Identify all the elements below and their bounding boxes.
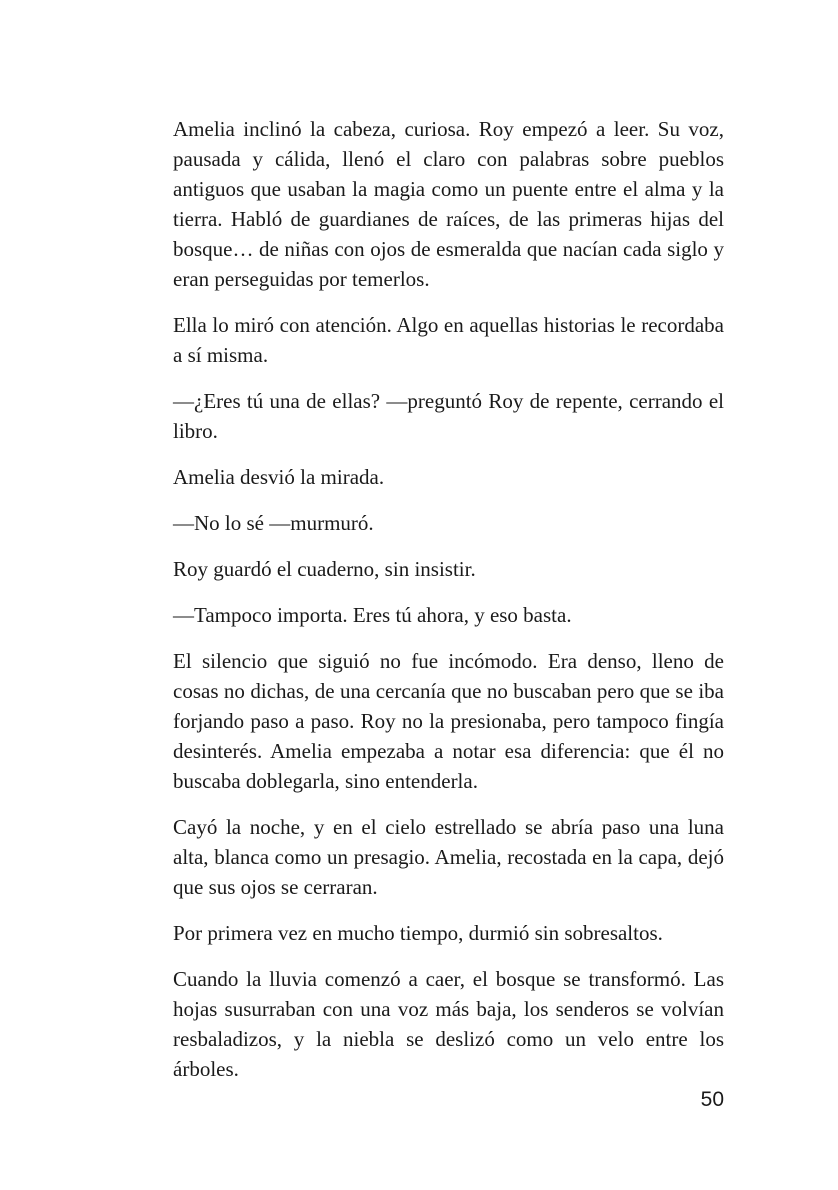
paragraph: Roy guardó el cuaderno, sin insistir. — [173, 557, 476, 581]
paragraph: —Tampoco importa. Eres tú ahora, y eso basta. — [173, 603, 572, 627]
body-text — [173, 114, 724, 1100]
paragraph: —No lo sé —murmuró. — [173, 511, 374, 535]
paragraph: —¿Eres tú una de ellas? —preguntó Roy de repente, cerrando el libro. — [173, 389, 724, 443]
paragraph: Amelia inclinó la cabeza, curiosa. Roy empezó a leer. Su voz, pausada y cálida, llenó el claro con palabras sobre pueblos antiguos que usaban la magia como un puente entre el alma y la tierra. Habló de guardianes de raíces, de las primeras hijas del bosque… de niñas con ojos de esmeralda que nacían cada siglo y eran perseguidas por temerlos. — [173, 117, 724, 291]
paragraph: Cuando la lluvia comenzó a caer, el bosque se transformó. Las hojas susurraban con una voz más baja, los senderos se volvían resbaladizos, y la niebla se deslizó como un velo entre los árboles. — [173, 967, 724, 1081]
page-number: 50 — [700, 1088, 724, 1111]
paragraph: Por primera vez en mucho tiempo, durmió sin sobresaltos. — [173, 921, 663, 945]
paragraph: Amelia desvió la mirada. — [173, 465, 385, 489]
paragraph: Cayó la noche, y en el cielo estrellado se abría paso una luna alta, blanca como un presagio. Amelia, recostada en la capa, dejó que sus ojos se cerraran. — [173, 815, 724, 899]
paragraph: El silencio que siguió no fue incómodo. Era denso, lleno de cosas no dichas, de una cercanía que no buscaban pero que se iba forjando paso a paso. Roy no la presionaba, pero tampoco fingía desinterés. Amelia empezaba a notar esa diferencia: que él no buscaba doblegarla, sino entenderla. — [173, 649, 724, 793]
paragraph: Ella lo miró con atención. Algo en aquellas historias le recordaba a sí misma. — [173, 313, 724, 367]
